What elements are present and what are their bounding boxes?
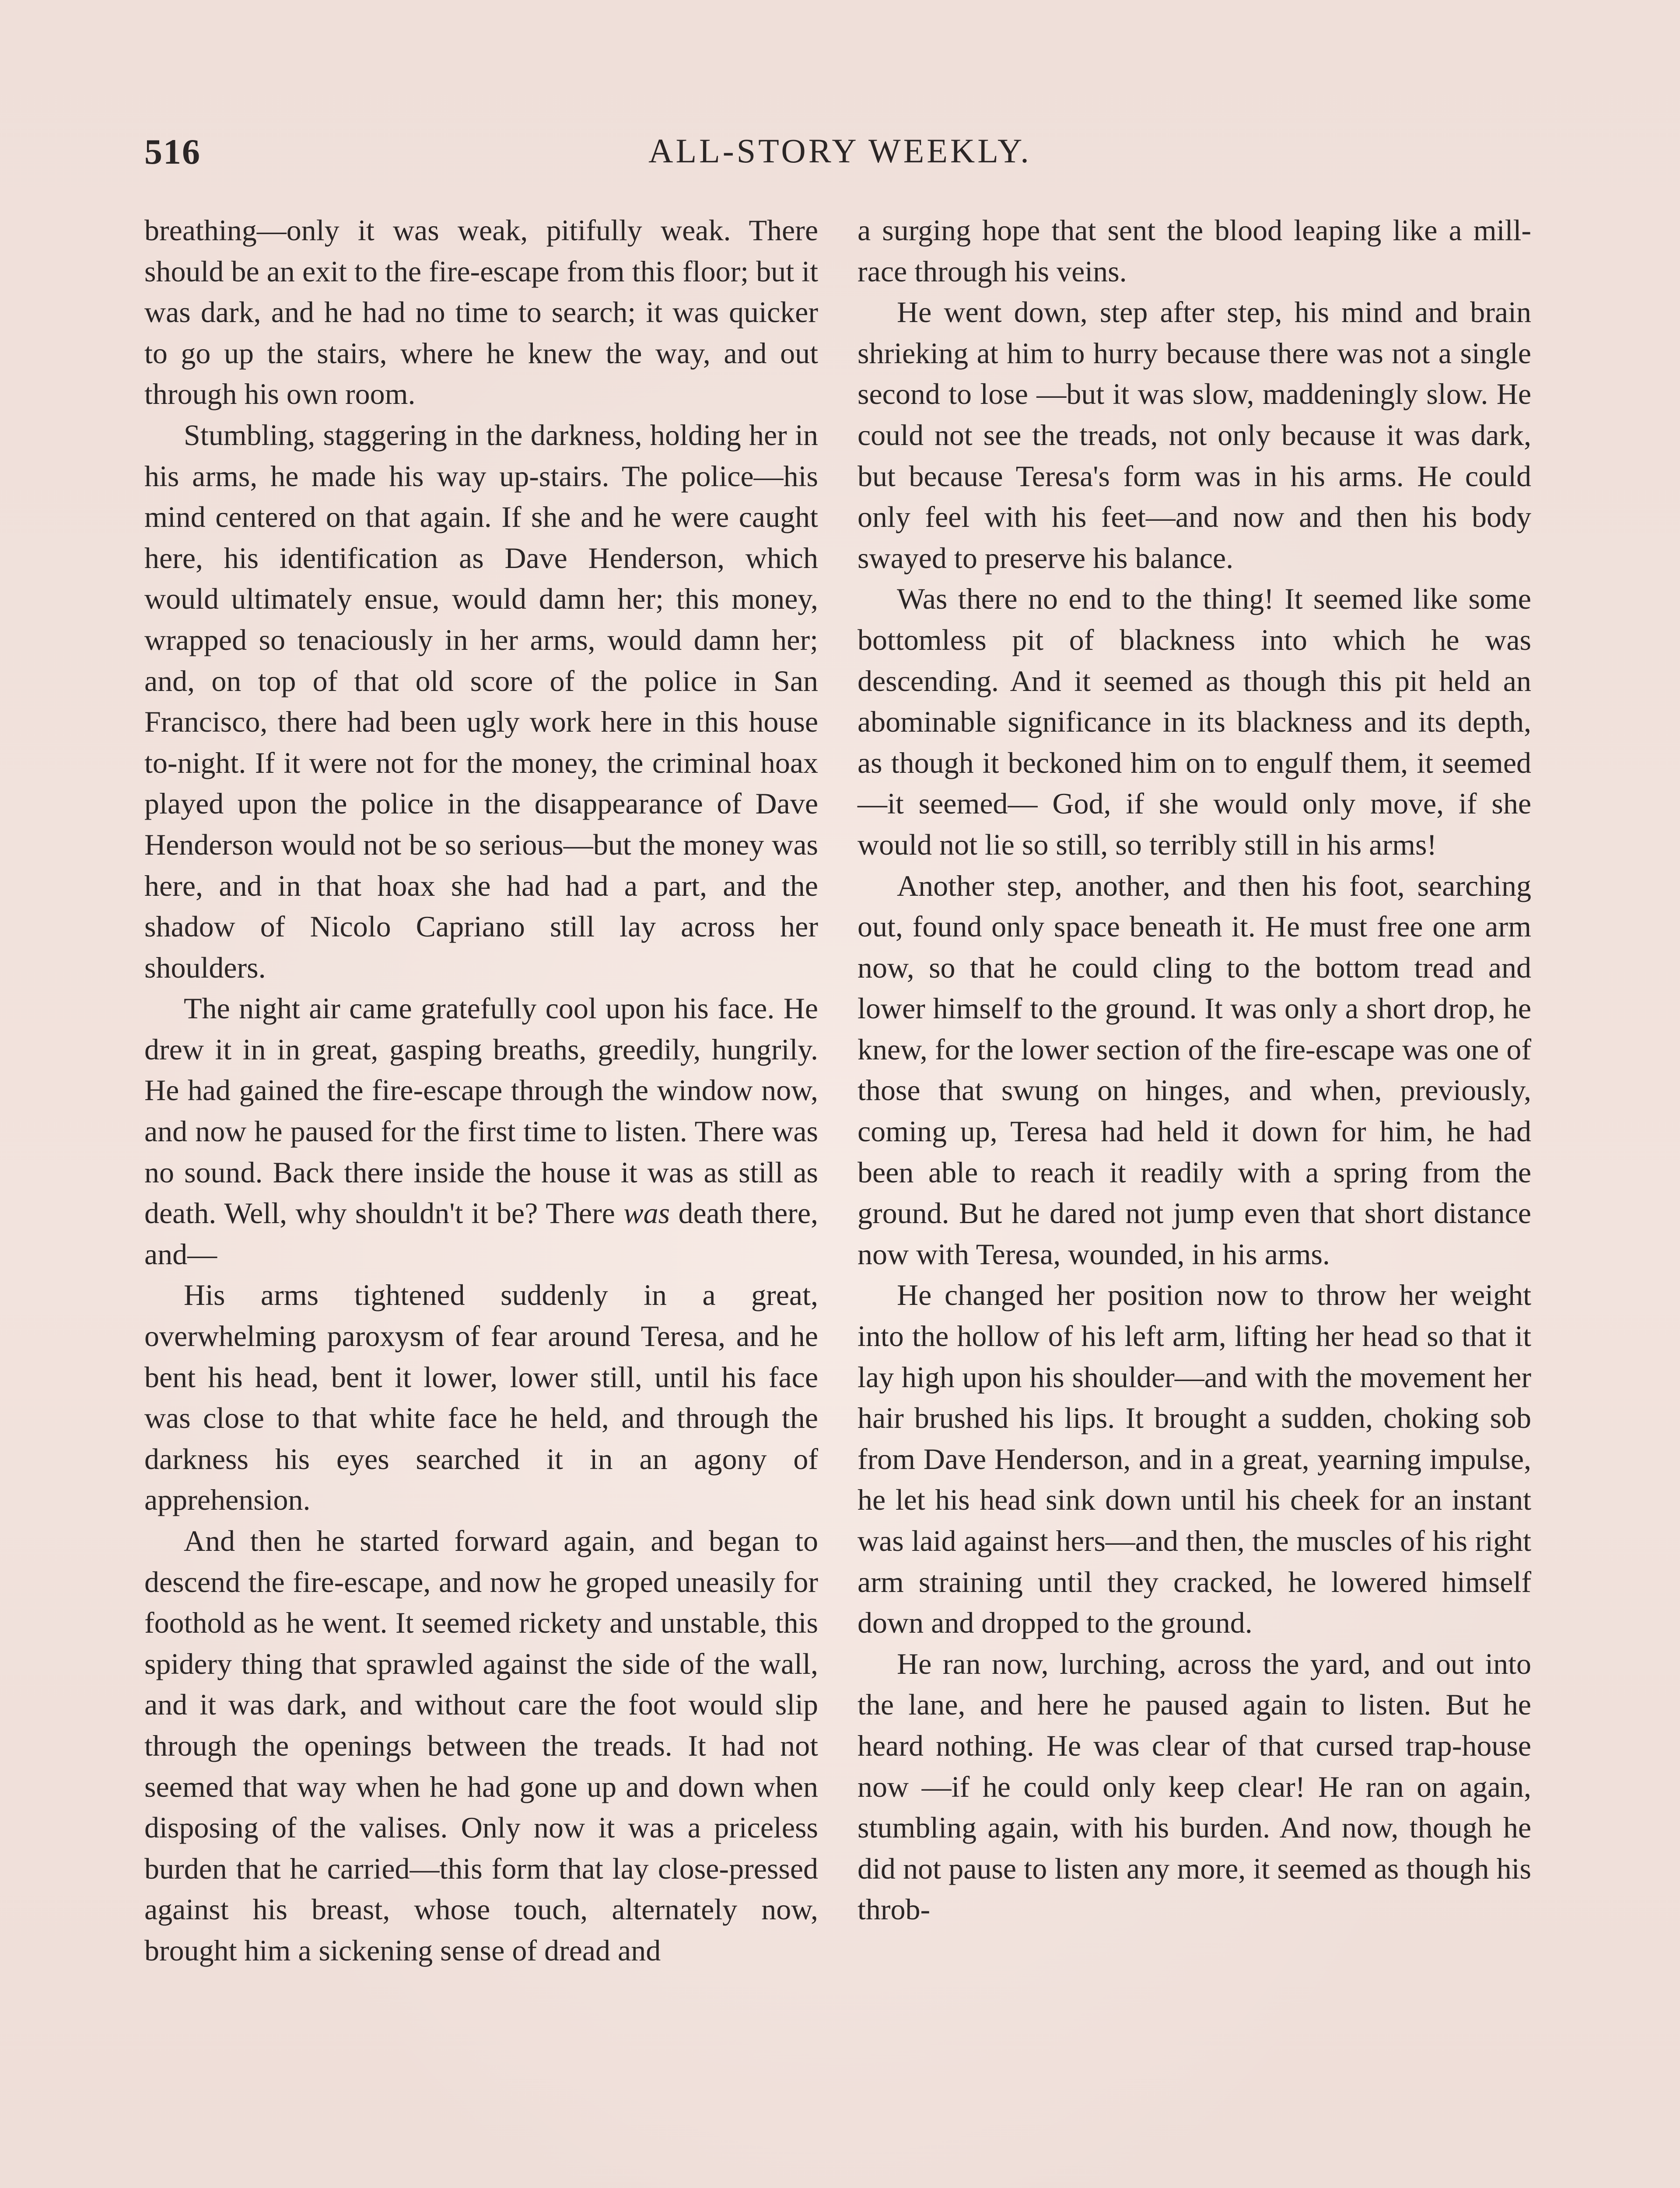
paragraph: And then he started forward again, and began to descend the fire-escape, and now he groped uneasily for foothold as he went. It seemed rickety and unstable, this spidery thing that sprawled against the side of the wall, and it was dark, and without care the foot would slip through the openings between the treads. It had not seemed that way when he had gone up and down when disposing of the valises. Only now it was a priceless burden that he carried—this form that lay close-pressed against his breast, whose touch, alternately now, brought him a sickening sense of dread and xyxy=(144,1524,818,1967)
paragraph xyxy=(144,988,818,1275)
paragraph: He went down, step after step, his mind and brain shrieking at him to hurry because there was not a single second to lose —but it was slow, maddeningly slow. He could not see the treads, not only because it was dark, but because Teresa's form was in his arms. He could only feel with his feet—and now and then his body swayed to preserve his balance. xyxy=(858,295,1531,575)
paragraph-text: The night air came gratefully cool upon his face. He drew it in in great, gasping breaths, greedily, hungrily. He had gained the fire-escape through the window now, and now he paused for the first time to listen. There was no sound. Back there inside the house it was as still as death. Well, why shouldn't it be? There xyxy=(144,992,818,1230)
paragraph: a surging hope that sent the blood leaping like a mill-race through his veins. xyxy=(858,214,1531,288)
paragraph: Stumbling, staggering in the darkness, holding her in his arms, he made his way up-stairs. The police—his mind centered on that again. If she and he were caught here, his identification as Dave Henderson, which would ultimately ensue, would damn her; this money, wrapped so tenaciously in her arms, would damn her; and, on top of that old score of the police in San Francisco, there had been ugly work here in this house to-night. If it were not for the money, the criminal hoax played upon the police in the disappearance of Dave Henderson would not be so serious—but the money was here, and in that hoax she had had a part, and the shadow of Nicolo Capriano still lay across her shoulders. xyxy=(144,418,818,984)
paragraph: He ran now, lurching, across the yard, and out into the lane, and here he paused again to listen. But he heard nothing. He was clear of that cursed trap-house now —if he could only keep clear! He ran on again, stumbling again, with his burden. And now, though he did not pause to listen any more, it seemed as though his throb- xyxy=(858,1647,1531,1926)
paragraph: His arms tightened suddenly in a great, overwhelming paroxysm of fear around Teresa, and he bent his head, bent it lower, lower still, until his face was close to that white face he held, and through the darkness his eyes searched it in an agony of apprehension. xyxy=(144,1278,818,1517)
paragraph: breathing—only it was weak, pitifully weak. There should be an exit to the fire-escape from this floor; but it was dark, and he had no time to search; it was quicker to go up the stairs, where he knew the way, and out through his own room. xyxy=(144,214,818,411)
paragraph: Was there no end to the thing! It seemed like some bottomless pit of blackness into which he was descending. And it seemed as though this pit held an abominable significance in its blackness and its depth, as though it beckoned him on to engulf them, it seemed—it seemed— God, if she would only move, if she would not lie so still, so terribly still in his arms! xyxy=(858,582,1531,861)
paragraph: He changed her position now to throw her weight into the hollow of his left arm, lifting her head so that it lay high upon his shoulder—and with the movement her hair brushed his lips. It brought a sudden, choking sob from Dave Henderson, and in a great, yearning impulse, he let his head sink down until his cheek for an instant was laid against hers—and then, the muscles of his right arm straining until they cracked, he lowered himself down and dropped to the ground. xyxy=(858,1278,1531,1640)
paragraph: Another step, another, and then his foot, searching out, found only space beneath it. He must free one arm now, so that he could cling to the bottom tread and lower himself to the ground. It was only a short drop, he knew, for the lower section of the fire-escape was one of those that swung on hinges, and when, previously, coming up, Teresa had held it down for him, he had been able to reach it readily with a spring from the ground. But he dared not jump even that short distance now with Teresa, wounded, in his arms. xyxy=(858,869,1531,1271)
running-head: ALL-STORY WEEKLY. xyxy=(648,132,1032,170)
page-header xyxy=(144,131,1536,179)
right-column xyxy=(858,210,1531,1930)
page-number: 516 xyxy=(144,132,201,172)
italic-word: was xyxy=(623,1196,670,1230)
left-column xyxy=(144,210,818,1971)
paragraph-text-tail: death there, and— xyxy=(144,1196,819,1271)
